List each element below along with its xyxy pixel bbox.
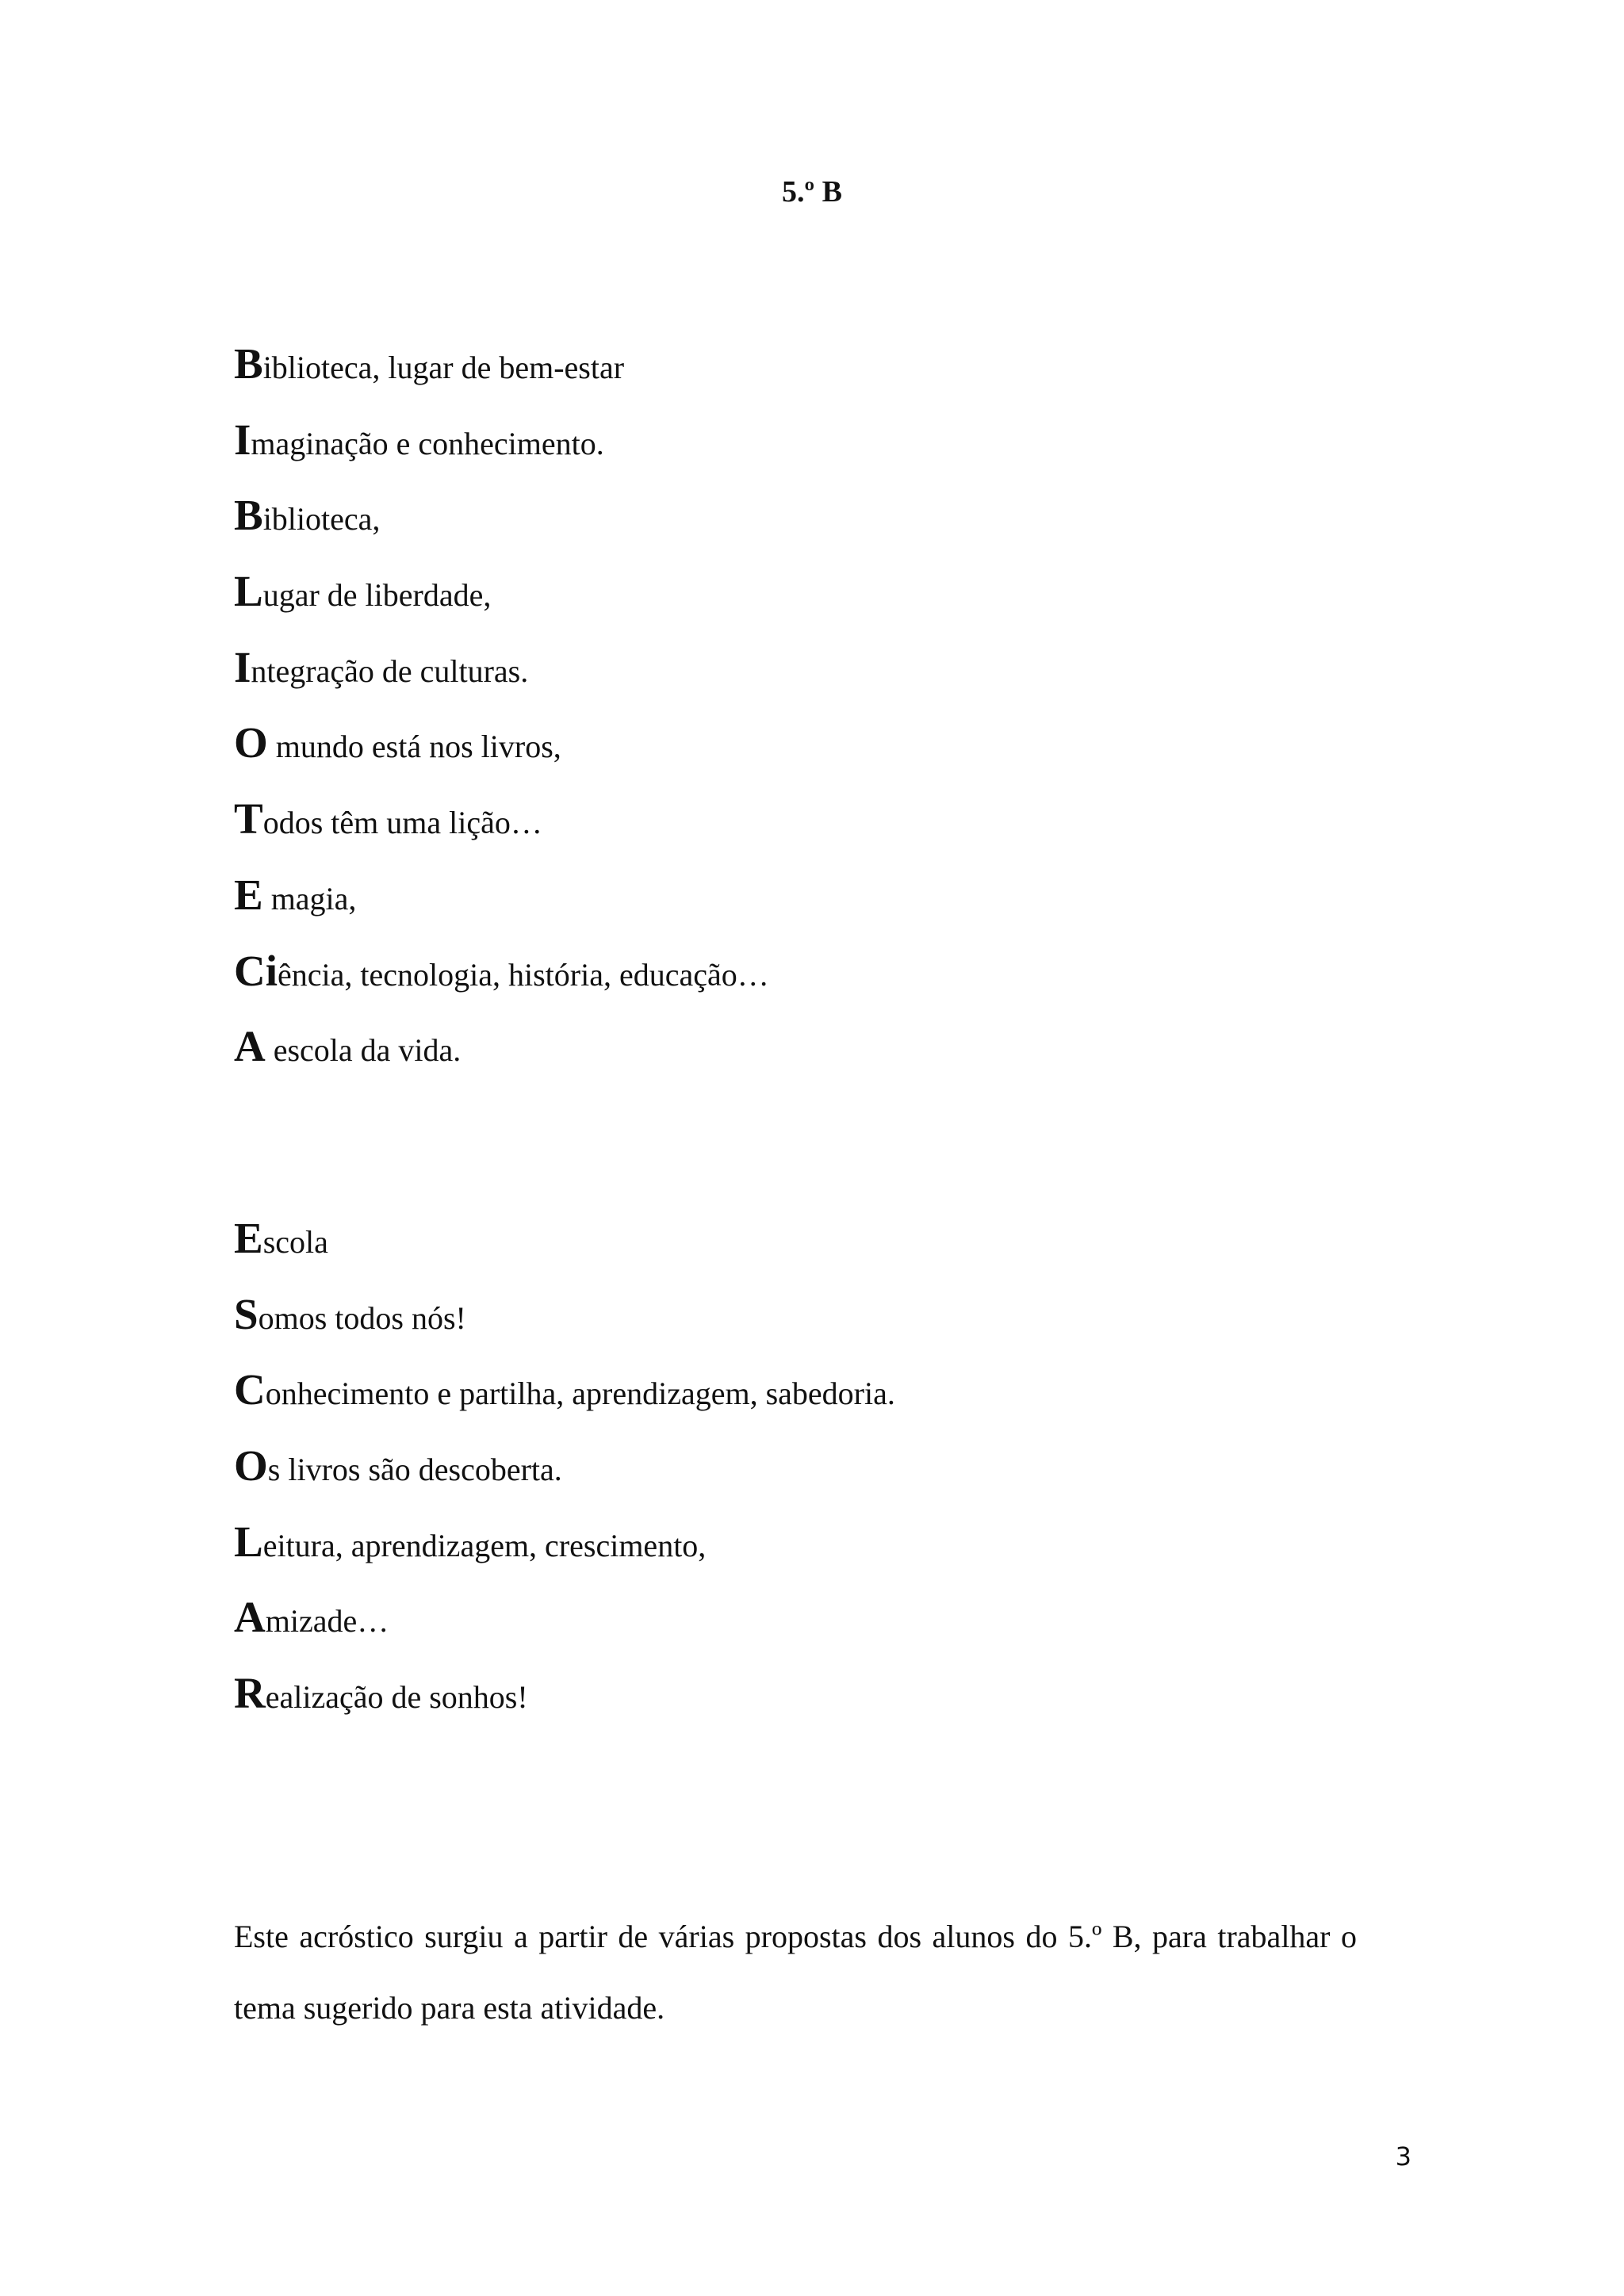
acrostic-initial: Ci (234, 946, 278, 995)
acrostic-initial: A (234, 1593, 266, 1642)
verse-text: escola da vida. (265, 1032, 462, 1069)
verse-line (234, 412, 769, 488)
verse-text: mundo está nos livros, (267, 729, 561, 765)
acrostic-initial: I (234, 415, 251, 464)
acrostic-initial: L (234, 1517, 263, 1566)
acrostic-initial: A (234, 1022, 266, 1071)
verse-line (234, 1287, 895, 1363)
verse-line (234, 1019, 769, 1095)
acrostic-biblioteca (234, 336, 769, 1095)
acrostic-initial: O (234, 1441, 268, 1490)
page-title: 5.º B (782, 175, 842, 209)
verse-text: iblioteca, (262, 501, 381, 538)
verse-line (234, 867, 769, 943)
verse-line (234, 1438, 895, 1514)
verse-text: maginação e conhecimento. (251, 425, 604, 461)
verse-line (234, 1211, 895, 1287)
verse-text: ugar de liberdade, (262, 577, 492, 614)
verse-text: onhecimento e partilha, aprendizagem, sabedoria. (265, 1376, 895, 1412)
acrostic-initial: B (234, 339, 263, 388)
verse-text: ealização de sonhos! (265, 1679, 528, 1716)
explanatory-note: Este acróstico surgiu a partir de várias propostas dos alunos do 5.º B, para trabalhar o tema sugerido para esta atividade. (234, 1919, 1357, 2026)
acrostic-initial: C (234, 1365, 266, 1414)
acrostic-escolar (234, 1211, 895, 1742)
verse-line (234, 336, 769, 412)
acrostic-initial: I (234, 642, 251, 691)
acrostic-initial: E (234, 1214, 263, 1262)
acrostic-initial: S (234, 1289, 259, 1338)
verse-line (234, 488, 769, 564)
verse-text: odos têm uma lição… (262, 805, 542, 841)
verse-text: omos todos nós! (258, 1299, 466, 1336)
verse-line (234, 640, 769, 716)
verse-line (234, 1590, 895, 1666)
verse-text: eitura, aprendizagem, crescimento, (262, 1527, 707, 1563)
acrostic-initial: O (234, 718, 268, 767)
verse-line (234, 1514, 895, 1590)
acrostic-initial: L (234, 567, 263, 616)
verse-text: iblioteca, lugar de bem-estar (262, 350, 625, 385)
acrostic-initial: R (234, 1669, 266, 1718)
acrostic-initial: T (234, 794, 263, 844)
verse-text: ntegração de culturas. (251, 652, 529, 689)
verse-line (234, 791, 769, 867)
verse-line (234, 1666, 895, 1742)
verse-text: s livros são descoberta. (267, 1452, 562, 1488)
verse-line (234, 1362, 895, 1438)
verse-text: mizade… (265, 1603, 389, 1640)
verse-text: ência, tecnologia, história, educação… (278, 956, 769, 993)
verse-line (234, 715, 769, 791)
acrostic-initial: E (234, 870, 263, 919)
verse-text: scola (262, 1224, 328, 1260)
verse-line (234, 564, 769, 640)
verse-line (234, 943, 769, 1020)
page-number: 3 (1395, 2141, 1411, 2172)
verse-text: magia, (262, 880, 357, 916)
acrostic-initial: B (234, 491, 263, 540)
